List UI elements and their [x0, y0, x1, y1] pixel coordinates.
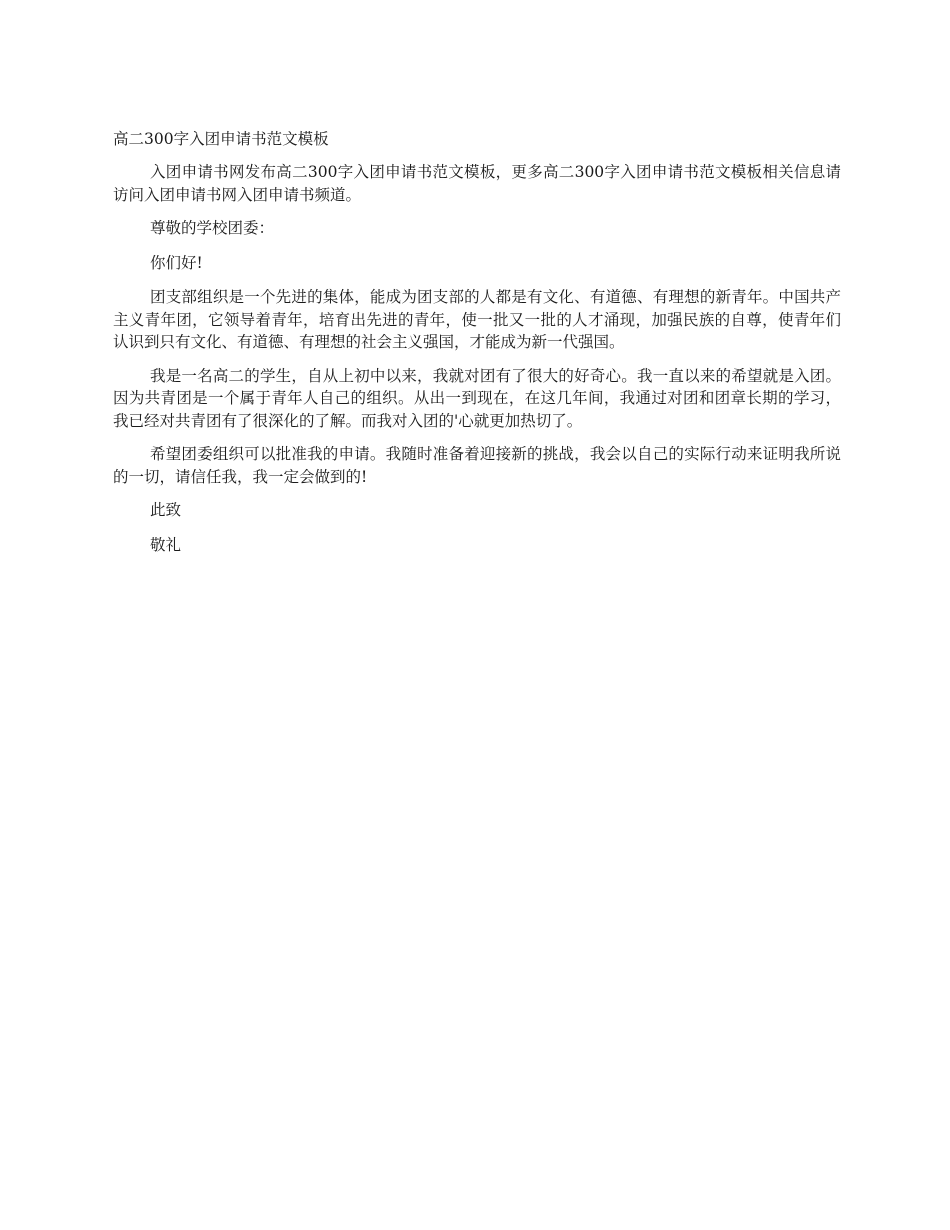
- document-page: [113, 127, 841, 568]
- closing-regards: 敬礼: [150, 535, 182, 554]
- greeting: 你们好!: [150, 253, 203, 272]
- body-paragraph: 团支部组织是一个先进的集体，能成为团支部的人都是有文化、有道德、有理想的新青年。中国共产主义青年团，它领导着青年，培育出先进的青年，使一批又一批的人才涌现，加强民族的自尊，使青年们认识到只有文化、有道德、有理想的社会主义强国，才能成为新一代强国。: [113, 288, 841, 351]
- document-title: 高二300字入团申请书范文模板: [113, 130, 329, 148]
- closing-line: 此致: [150, 501, 182, 519]
- intro-paragraph: 入团申请书网发布高二300字入团申请书范文模板，更多高二300字入团申请书范文模板相关信息请访问入团申请书网入团申请书频道。: [113, 163, 841, 204]
- salutation: 尊敬的学校团委：: [150, 219, 275, 237]
- body-paragraph: 我是一名高二的学生，自从上初中以来，我就对团有了很大的好奇心。我一直以来的希望就是入团。因为共青团是一个属于青年人自己的组织。从出一到现在，在这几年间，我通过对团和团章长期的学习，我已经对共青团有了很深化的了解。而我对入团的'心就更加热切了。: [113, 366, 841, 430]
- body-paragraph: 希望团委组织可以批准我的申请。我随时准备着迎接新的挑战，我会以自己的实际行动来证明我所说的一切，请信任我，我一定会做到的!: [113, 445, 841, 486]
